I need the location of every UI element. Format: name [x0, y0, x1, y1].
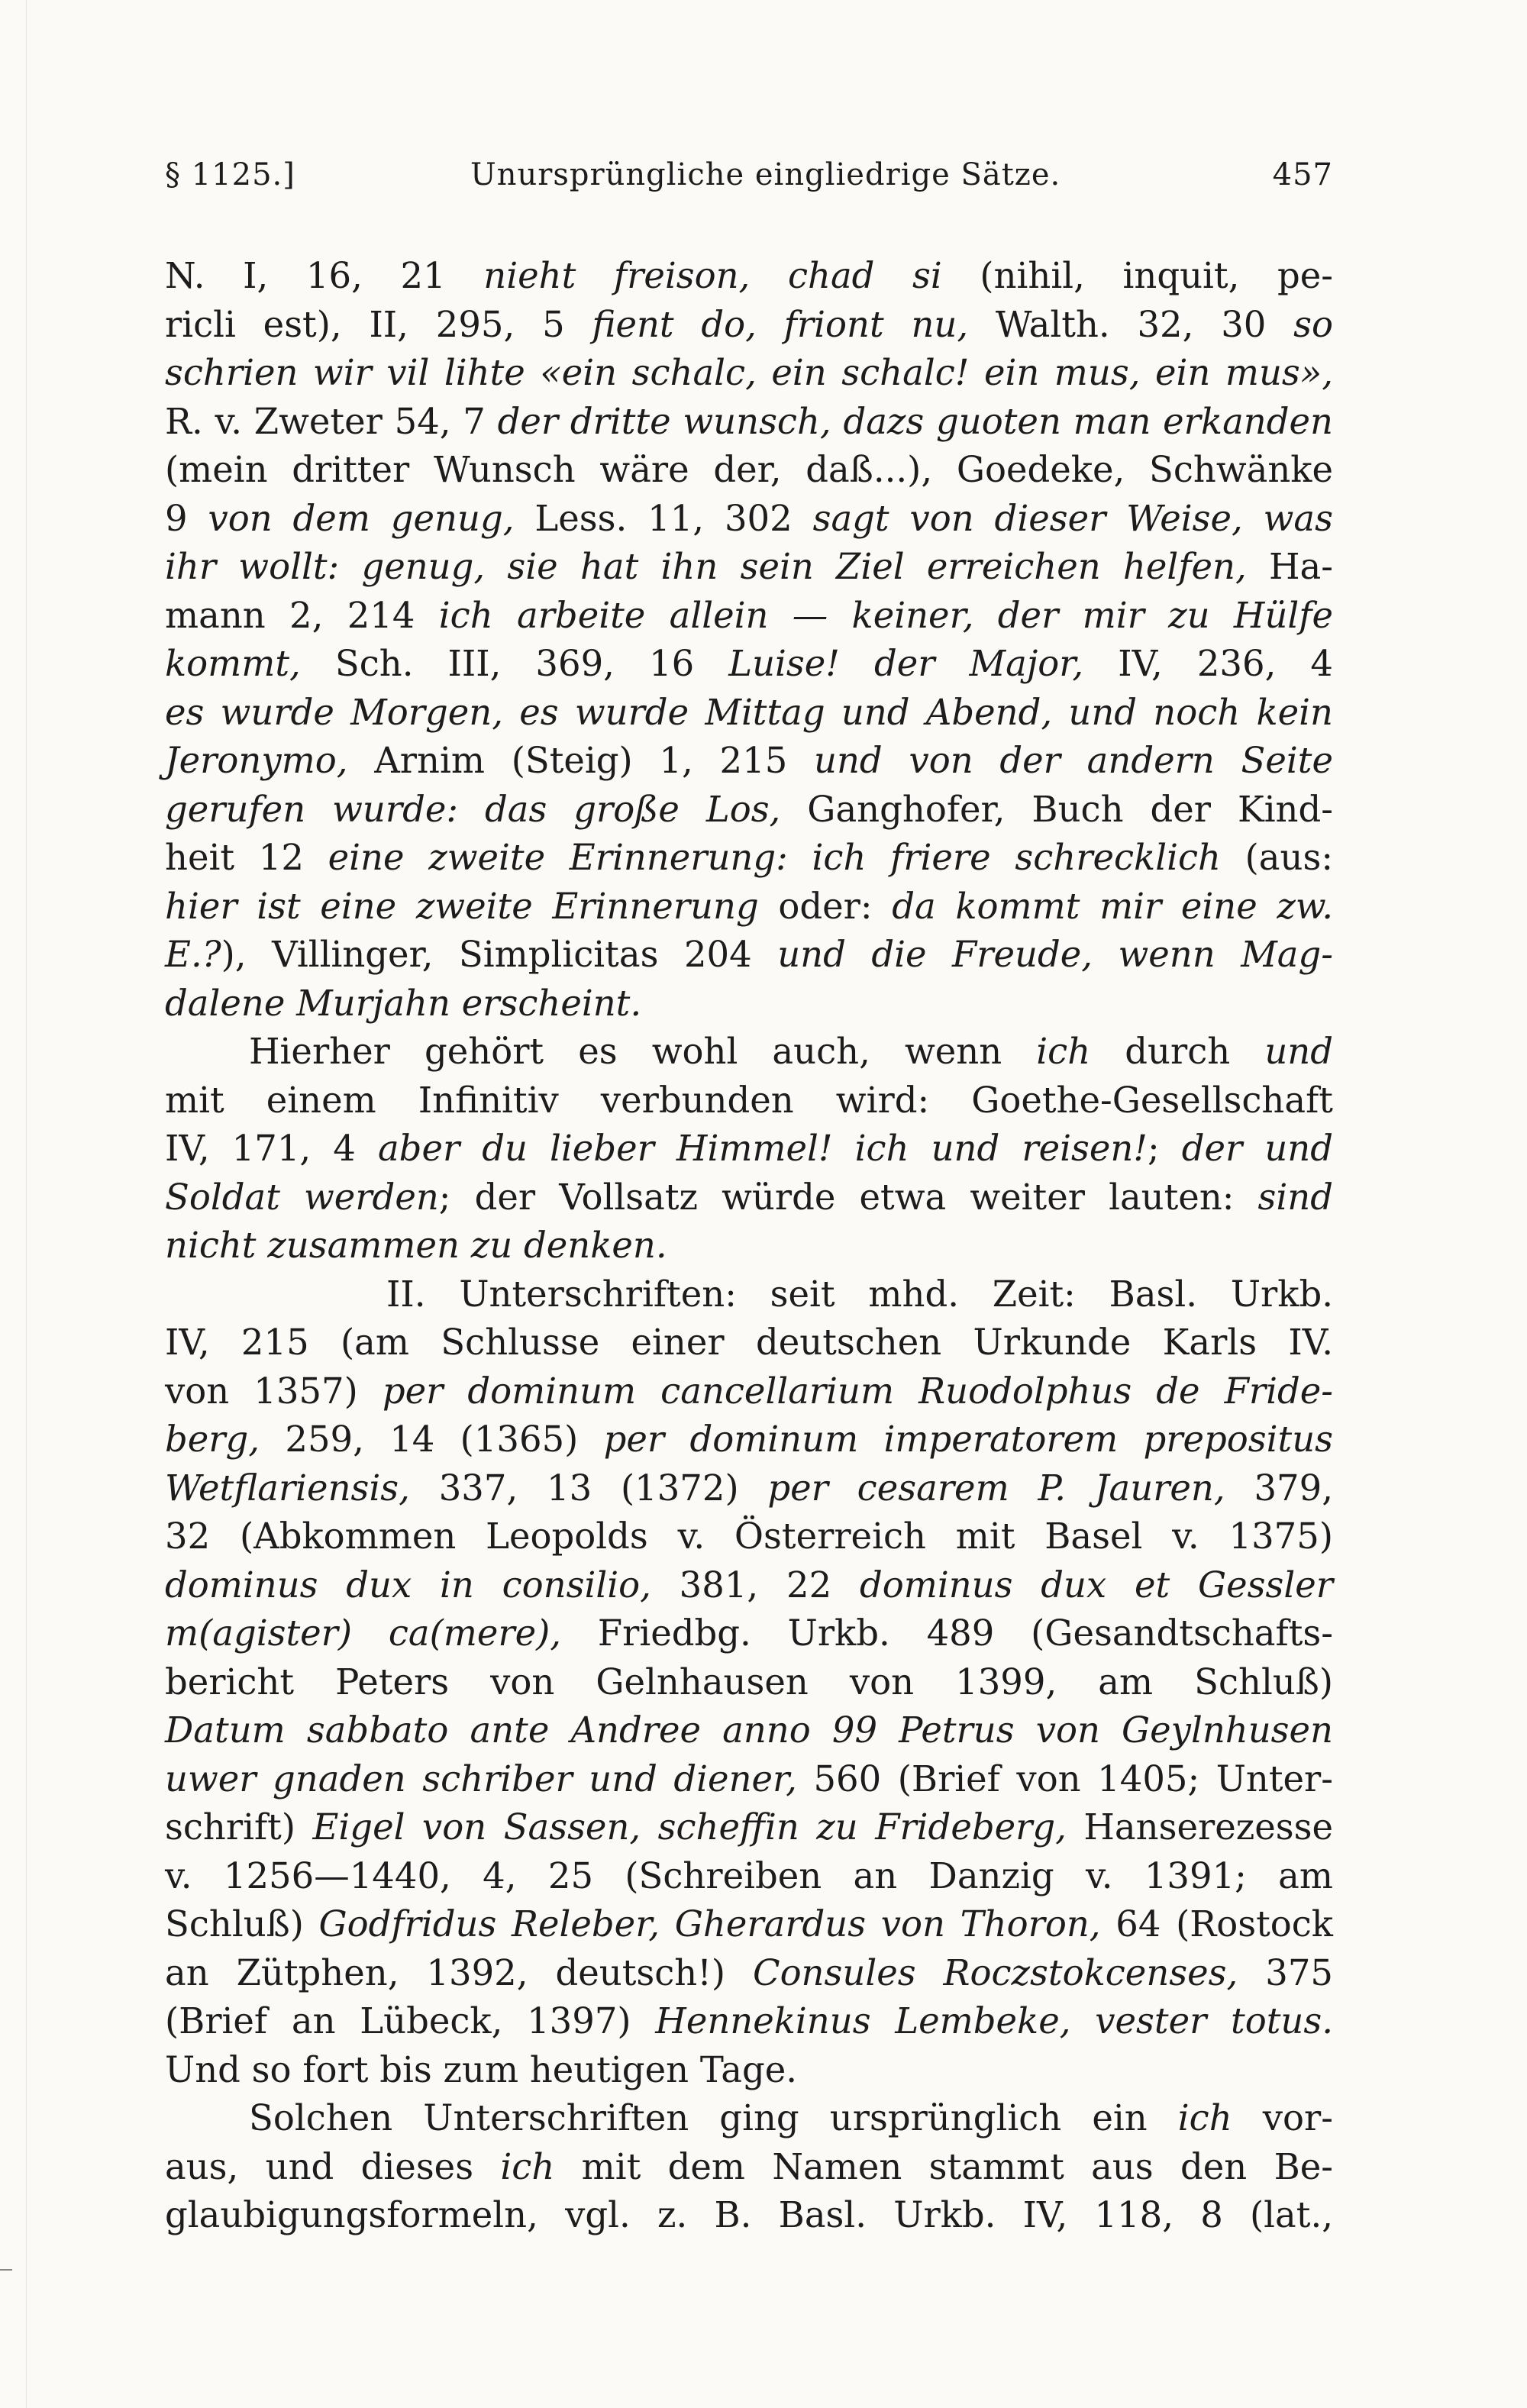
italic-text: ich arbeite allein — keiner, der mir zu Hülfe — [438, 594, 1333, 636]
italic-text: der dritte wunsch, dazs guoten man erkanden — [497, 400, 1333, 442]
text-line — [165, 1367, 1333, 1416]
text-line — [165, 1512, 1333, 1561]
italic-text: eine zweite Erinnerung: ich friere schrecklich — [328, 837, 1221, 878]
text-line — [165, 1803, 1333, 1852]
text-line — [165, 1270, 1333, 1319]
text-span: Friedbg. Urkb. 489 (Gesandtschafts- — [561, 1612, 1333, 1654]
text-line — [165, 349, 1333, 398]
italic-text: sagt von dieser Weise, was — [812, 497, 1333, 539]
text-span: Und so fort bis zum heutigen Tage. — [165, 2048, 798, 2090]
italic-text: dalene Murjahn erscheint. — [165, 982, 642, 1024]
italic-text: Hennekinus Lembeke, vester totus. — [655, 2000, 1333, 2042]
text-span: 381, 22 — [651, 1564, 860, 1606]
text-span: Less. 11, 302 — [514, 497, 813, 539]
text-span: mit einem Infinitiv verbunden wird: Goethe-Gesellschaft — [165, 1079, 1333, 1121]
italic-text: Eigel von Sassen, scheffin zu Frideberg, — [312, 1806, 1067, 1848]
italic-text: ihr wollt: genug, sie hat ihn sein Ziel erreichen helfen, — [165, 546, 1247, 587]
text-span: (aus: — [1220, 837, 1334, 878]
text-span: heit 12 — [165, 837, 328, 878]
text-line — [165, 737, 1333, 786]
text-span: bericht Peters von Gelnhausen von 1399, am Schluß) — [165, 1661, 1333, 1703]
page-spine-edge — [26, 0, 27, 2408]
italic-text: gerufen wurde: das große Los, — [165, 788, 781, 830]
italic-text: nicht zusammen zu denken. — [165, 1225, 667, 1266]
text-span: Schluß) — [165, 1903, 319, 1945]
italic-text: per dominum cancellarium Ruodolphus de Fride- — [382, 1370, 1333, 1412]
text-span: (Brief an Lübeck, 1397) — [165, 2000, 656, 2042]
italic-text: so — [1293, 303, 1334, 345]
text-line — [165, 1658, 1333, 1707]
text-span: (nihil, inquit, pe- — [941, 255, 1333, 296]
text-line — [165, 1949, 1333, 1998]
text-line — [165, 883, 1333, 931]
italic-text: nieht freison, chad si — [483, 255, 942, 296]
text-line — [165, 1561, 1333, 1610]
italic-text: sind — [1257, 1176, 1333, 1218]
text-line — [165, 931, 1333, 980]
text-span: ricli est), II, 295, 5 — [165, 303, 592, 345]
italic-text: per dominum imperatorem prepositus — [603, 1419, 1334, 1460]
running-header — [165, 157, 1333, 203]
text-span: mit dem Namen stammt aus den Be- — [554, 2145, 1333, 2187]
text-span: Hanserezesse — [1066, 1806, 1333, 1848]
text-span: Hierher gehört es wohl auch, wenn — [249, 1031, 1037, 1072]
text-line — [165, 1997, 1333, 2046]
text-span: N. I, 16, 21 — [165, 255, 484, 296]
margin-mark — [0, 2269, 12, 2271]
italic-text: hier ist eine zweite Erinnerung — [165, 885, 759, 927]
italic-text: von dem genug, — [208, 497, 515, 539]
text-span: 379, — [1225, 1467, 1333, 1509]
italic-text: der und — [1181, 1128, 1333, 1169]
text-span: Walth. 32, 30 — [968, 303, 1294, 345]
text-line — [165, 1852, 1333, 1901]
text-line — [165, 1609, 1333, 1658]
italic-text: und die Freude, wenn Mag- — [777, 934, 1334, 975]
text-span: Arnim (Steig) 1, 215 — [347, 740, 815, 781]
text-span: durch — [1090, 1031, 1265, 1072]
text-line — [165, 2046, 1333, 2095]
text-line — [165, 980, 1333, 1028]
page-number: 457 — [1272, 157, 1333, 192]
text-span: IV, 236, 4 — [1083, 643, 1333, 684]
text-span: Ganghofer, Buch der Kind- — [780, 788, 1333, 830]
text-span: schrift) — [165, 1806, 313, 1848]
text-line — [165, 1415, 1333, 1464]
text-line — [165, 1706, 1333, 1755]
text-span: vor- — [1232, 2097, 1333, 2138]
text-span: von 1357) — [165, 1370, 383, 1412]
text-span: v. 1256—1440, 4, 25 (Schreiben an Danzig v. 1391; am — [165, 1854, 1333, 1896]
text-span: 32 (Abkommen Leopolds v. Österreich mit Basel v. 1375) — [165, 1515, 1333, 1557]
text-span: glaubigungsformeln, vgl. z. B. Basl. Urkb. IV, 118, 8 (lat., — [165, 2194, 1333, 2235]
italic-text: schrien wir vil lihte «ein schalc, ein schalc! ein mus, ein mus», — [165, 352, 1333, 393]
text-span: oder: — [758, 885, 893, 927]
italic-text: kommt, — [165, 643, 301, 684]
italic-text: Consules Roczstokcenses, — [752, 1951, 1238, 1993]
italic-text: Luise! der Major, — [728, 643, 1084, 684]
italic-text: Datum sabbato ante Andree anno 99 Petrus von Geylnhusen — [165, 1709, 1333, 1751]
text-span: 64 (Rostock — [1100, 1903, 1333, 1945]
text-line — [165, 834, 1333, 883]
text-line — [165, 1028, 1333, 1076]
text-span: II. Unterschriften: seit mhd. Zeit: Basl. Urkb. — [386, 1273, 1333, 1315]
running-title: Unursprüngliche eingliedrige Sätze. — [470, 157, 1061, 192]
text-line — [165, 1125, 1333, 1173]
text-line — [165, 1222, 1333, 1270]
text-span: an Zütphen, 1392, deutsch!) — [165, 1951, 753, 1993]
text-span: Ha- — [1246, 546, 1333, 587]
italic-text: Godfridus Releber, Gherardus von Thoron, — [318, 1903, 1101, 1945]
text-span: mann 2, 214 — [165, 594, 439, 636]
text-line — [165, 2191, 1333, 2240]
italic-text: E.? — [165, 934, 221, 975]
italic-text: m(agister) ca(mere), — [165, 1612, 562, 1654]
text-span: IV, 215 (am Schlusse einer deutschen Urkunde Karls IV. — [165, 1322, 1333, 1363]
italic-text: fient do, friont nu, — [592, 303, 969, 345]
text-line — [165, 2094, 1333, 2143]
italic-text: und — [1264, 1031, 1333, 1072]
text-line — [165, 1464, 1333, 1513]
italic-text: dominus dux in consilio, — [165, 1564, 651, 1606]
text-span: Solchen Unterschriften ging ursprünglich ein — [249, 2097, 1178, 2138]
italic-text: Jeronymo, — [165, 740, 348, 781]
text-line — [165, 398, 1333, 447]
text-span: ), Villinger, Simplicitas 204 — [221, 934, 778, 975]
text-span: ; der Vollsatz würde etwa weiter lauten: — [438, 1176, 1258, 1218]
text-line — [165, 495, 1333, 544]
text-span: aus, und dieses — [165, 2145, 501, 2187]
italic-text: es wurde Morgen, es wurde Mittag und Abend, und noch kein — [165, 691, 1333, 733]
text-span: ; — [1147, 1128, 1182, 1169]
text-span: Sch. III, 369, 16 — [300, 643, 729, 684]
text-span: (mein dritter Wunsch wäre der, daß...), Goedeke, Schwänke — [165, 449, 1333, 490]
text-span: 560 (Brief von 1405; Unter- — [796, 1758, 1333, 1800]
text-span: 9 — [165, 497, 208, 539]
text-line — [165, 1173, 1333, 1222]
text-line — [165, 543, 1333, 592]
italic-text: berg, — [165, 1419, 260, 1460]
italic-text: ich — [500, 2145, 555, 2187]
section-number: § 1125.] — [165, 157, 295, 192]
text-line — [165, 592, 1333, 641]
italic-text: Wetflariensis, — [165, 1467, 410, 1509]
italic-text: uwer gnaden schriber und diener, — [165, 1758, 797, 1800]
text-span: R. v. Zweter 54, 7 — [165, 400, 498, 442]
text-line — [165, 1755, 1333, 1804]
text-line — [165, 446, 1333, 495]
text-span: 375 — [1238, 1951, 1333, 1993]
text-line — [165, 689, 1333, 738]
italic-text: da kommt mir eine zw. — [892, 885, 1333, 927]
text-line — [165, 1900, 1333, 1949]
text-line — [165, 640, 1333, 689]
text-span: 259, 14 (1365) — [260, 1419, 604, 1460]
italic-text: ich — [1177, 2097, 1232, 2138]
text-span: 337, 13 (1372) — [409, 1467, 768, 1509]
italic-text: aber du lieber Himmel! ich und reisen! — [377, 1128, 1148, 1169]
text-line — [165, 786, 1333, 834]
text-line — [165, 301, 1333, 350]
body-text — [165, 252, 1333, 2240]
italic-text: Soldat werden — [165, 1176, 439, 1218]
text-line — [165, 1076, 1333, 1125]
text-line — [165, 252, 1333, 301]
text-line — [165, 1319, 1333, 1367]
text-span: IV, 171, 4 — [165, 1128, 378, 1169]
italic-text: ich — [1036, 1031, 1091, 1072]
italic-text: und von der andern Seite — [814, 740, 1333, 781]
text-line — [165, 2143, 1333, 2192]
italic-text: per cesarem P. Jauren, — [767, 1467, 1225, 1509]
italic-text: dominus dux et Gessler — [859, 1564, 1333, 1606]
